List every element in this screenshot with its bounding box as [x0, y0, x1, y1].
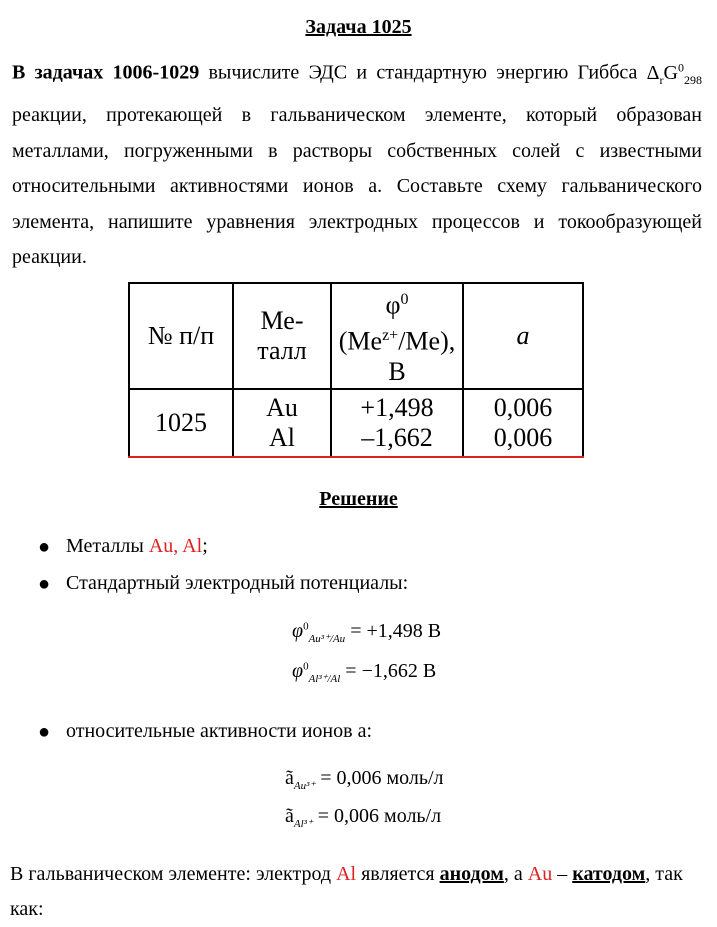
red-underline [128, 456, 584, 458]
cell-activities: 0,006 0,006 [463, 389, 583, 457]
cell-metals: Au Al [233, 389, 331, 457]
bullet-activities: относительные активности ионов a: [66, 720, 373, 742]
intro-text-2: реакции, протекающей в гальваническом элементе, который образован металлами, погруженными в растворы собственных солей с известными относительными активностями ионов a. Составьте схему гальванического элемента, напишите уравнения электродных процессов и токообразующей реакции. [12, 104, 702, 269]
table-row [129, 389, 583, 457]
solution-title: Решение [319, 488, 398, 510]
header-num: № п/п [129, 283, 233, 389]
cell-potentials: +1,498 –1,662 [331, 389, 463, 457]
task-intro [12, 50, 702, 276]
cell-num: 1025 [129, 389, 233, 457]
data-table [128, 282, 584, 458]
intro-text-1: вычислите ЭДС и стандартную энергию Гиббса [199, 61, 647, 84]
intro-bold: В задачах 1006-1029 [12, 61, 200, 84]
bullet-metals: Металлы Au, Al; [66, 535, 208, 557]
conclusion-text: В гальваническом элементе: электрод Al является анодом, а Au – катодом, так как: [10, 863, 683, 920]
bullet-potentials: Стандартный электродный потенциалы: [66, 572, 409, 594]
formula-a-au: $ã_{Au^{3+}} = 0,006$ моль/л [285, 767, 444, 792]
task-title: Задача 1025 [305, 16, 412, 38]
bullet-dot-icon: ● [38, 536, 51, 558]
table-header-row [129, 283, 583, 389]
bullet-dot-icon: ● [38, 573, 51, 595]
formula-phi-au: $\varphi^0_{Au^{3+}/Au} = +1,498$ В [292, 620, 442, 645]
header-activity: a [463, 283, 583, 389]
header-potential: $\varphi^0$ $(Me^{z+}/Me)$, В [331, 283, 463, 389]
gibbs-symbol: $\Delta_rG^0_{298}$ [646, 60, 702, 87]
formula-a-al: $ã_{Al^{3+}} = 0,006$ моль/л [285, 805, 442, 830]
bullet-dot-icon: ● [38, 721, 51, 743]
header-metal: Ме- талл [233, 283, 331, 389]
formula-phi-al: $\varphi^0_{Al^{3+}/Al} = -1,662$ В [292, 660, 437, 685]
